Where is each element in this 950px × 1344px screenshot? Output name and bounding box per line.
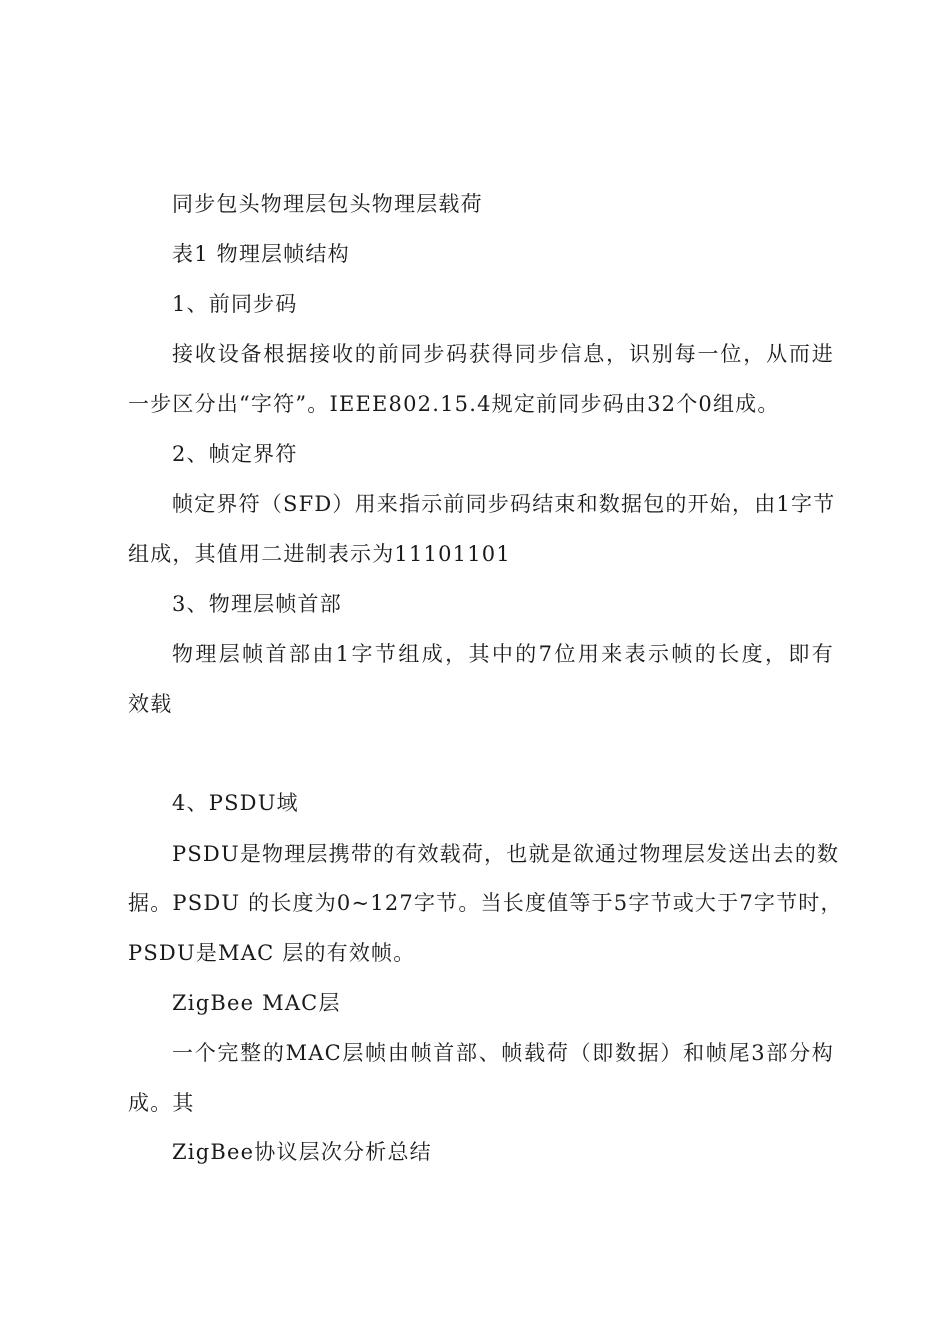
paragraph-line: 据。PSDU 的长度为0~127字节。当长度值等于5字节或大于7字节时，	[128, 891, 843, 915]
paragraph-line: 成。其	[128, 1091, 195, 1115]
paragraph-line: PSDU是物理层携带的有效载荷，也就是欲通过物理层发送出去的数	[172, 842, 840, 866]
paragraph-line: PSDU是MAC 层的有效帧。	[128, 941, 416, 965]
paragraph-line: 接收设备根据接收的前同步码获得同步信息，识别每一位，从而进	[172, 342, 834, 366]
text-line: 同步包头物理层包头物理层载荷	[172, 192, 483, 216]
paragraph-line: 帧定界符（SFD）用来指示前同步码结束和数据包的开始，由1字节	[172, 492, 836, 516]
section-heading: ZigBee MAC层	[172, 991, 341, 1015]
paragraph-line: 一步区分出“字符”。IEEE802.15.4规定前同步码由32个0组成。	[128, 392, 780, 416]
section-heading: 3、物理层帧首部	[172, 592, 342, 616]
paragraph-line: 一个完整的MAC层帧由帧首部、帧载荷（即数据）和帧尾3部分构	[172, 1041, 834, 1065]
section-heading: 4、PSDU域	[172, 791, 299, 815]
section-heading: 2、帧定界符	[172, 442, 298, 466]
paragraph-line: 物理层帧首部由1字节组成，其中的7位用来表示帧的长度，即有	[172, 642, 834, 666]
section-heading: 1、前同步码	[172, 292, 298, 316]
section-heading: ZigBee协议层次分析总结	[172, 1140, 432, 1164]
table-caption: 表1 物理层帧结构	[172, 242, 350, 266]
paragraph-line: 组成，其值用二进制表示为11101101	[128, 542, 511, 566]
paragraph-line: 效载	[128, 692, 173, 716]
